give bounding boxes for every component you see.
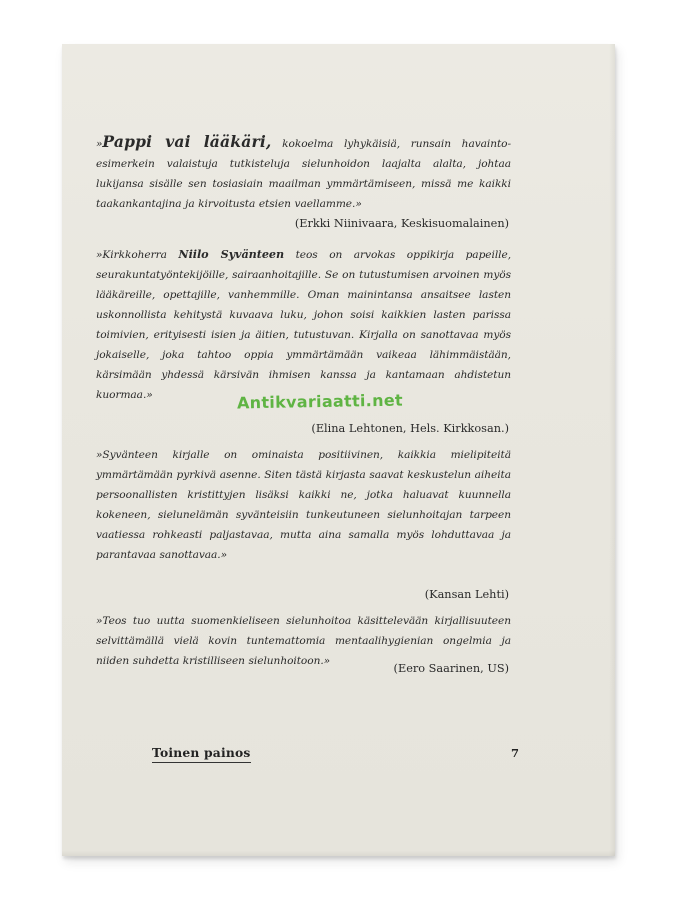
- quote-text: kokoelma lyhykäisiä, runsain havainto-esimerkein valaistuja tutkisteluja sielunhoidon laajalta alalta, johtaa lukijansa sisälle sen tosiasiain maailman ymmärtämiseen, missä me kaikki taakankantajina ja kirvoitusta etsien vaellamme.»: [96, 138, 512, 210]
- review-quote-2: [96, 244, 511, 405]
- review-attribution-4: (Eero Saarinen, US): [393, 662, 509, 675]
- edition-number: 7: [511, 746, 520, 760]
- review-attribution-3: (Kansan Lehti): [424, 588, 509, 601]
- edition-label: Toinen painos: [152, 745, 251, 763]
- quote-open-mark: »Kirkkoherra: [96, 249, 179, 261]
- review-attribution-1: (Erkki Niinivaara, Keskisuomalainen): [294, 217, 509, 230]
- cover-bottom-shadow: [62, 850, 615, 856]
- review-quote-4: »Teos tuo uutta suomenkieliseen sielunhoitoa käsittelevään kirjallisuuteen selvittämällä vielä kovin tuntemattomia mentaalihygienian ongelmia ja niiden suhdetta kristilliseen sielunhoitoon.»: [96, 615, 511, 667]
- review-attribution-2: (Elina Lehtonen, Hels. Kirkkosan.): [311, 422, 509, 435]
- author-name: Niilo Syvänteen: [178, 247, 285, 261]
- quote-text: teos on arvokas oppikirja papeille, seurakuntatyöntekijöille, sairaanhoitajille. Se on tutustumisen arvoinen myös lääkäreille, opettajille, vanhemmille. Oman mainintansa ansaitsee lasten uskonnollista kehitystä kuvaava luku, johon soisi kaikkien lasten parissa toimivien, erityisesti isien ja äitien, tutustuvan. Kirjalla on sanottavaa myös jokaiselle, joka tahtoo oppia ymmärtämään vaikeaa lähimmäistään, kärsimään yhdessä kärsivän ihmisen kanssa ja kantamaan ahdistetun kuormaa.»: [96, 249, 512, 401]
- review-quote-1: [96, 132, 511, 214]
- quote-open-mark: »: [96, 138, 103, 150]
- review-quote-3: »Syvänteen kirjalle on ominaista positiivinen, kaikkia mielipiteitä ymmärtämään pyrkivä asenne. Siten tästä kirjasta saavat keskustelun aiheita persoonallisten kristittyjen lisäksi kaikki ne, jotka haluavat kuunnella kokeneen, sielunelämän syvänteisiin tunkeutuneen sielunhoitajan tarpeen vaatiessa rohkeasti paljastavaa, mutta aina samalla myös lohduttavaa ja parantavaa sanottavaa.»: [96, 449, 511, 561]
- watermark-text: Antikvariaatti.net: [236, 390, 404, 413]
- cover-edge-shadow: [609, 44, 615, 856]
- book-title-lead: Pappi vai lääkäri,: [102, 132, 272, 151]
